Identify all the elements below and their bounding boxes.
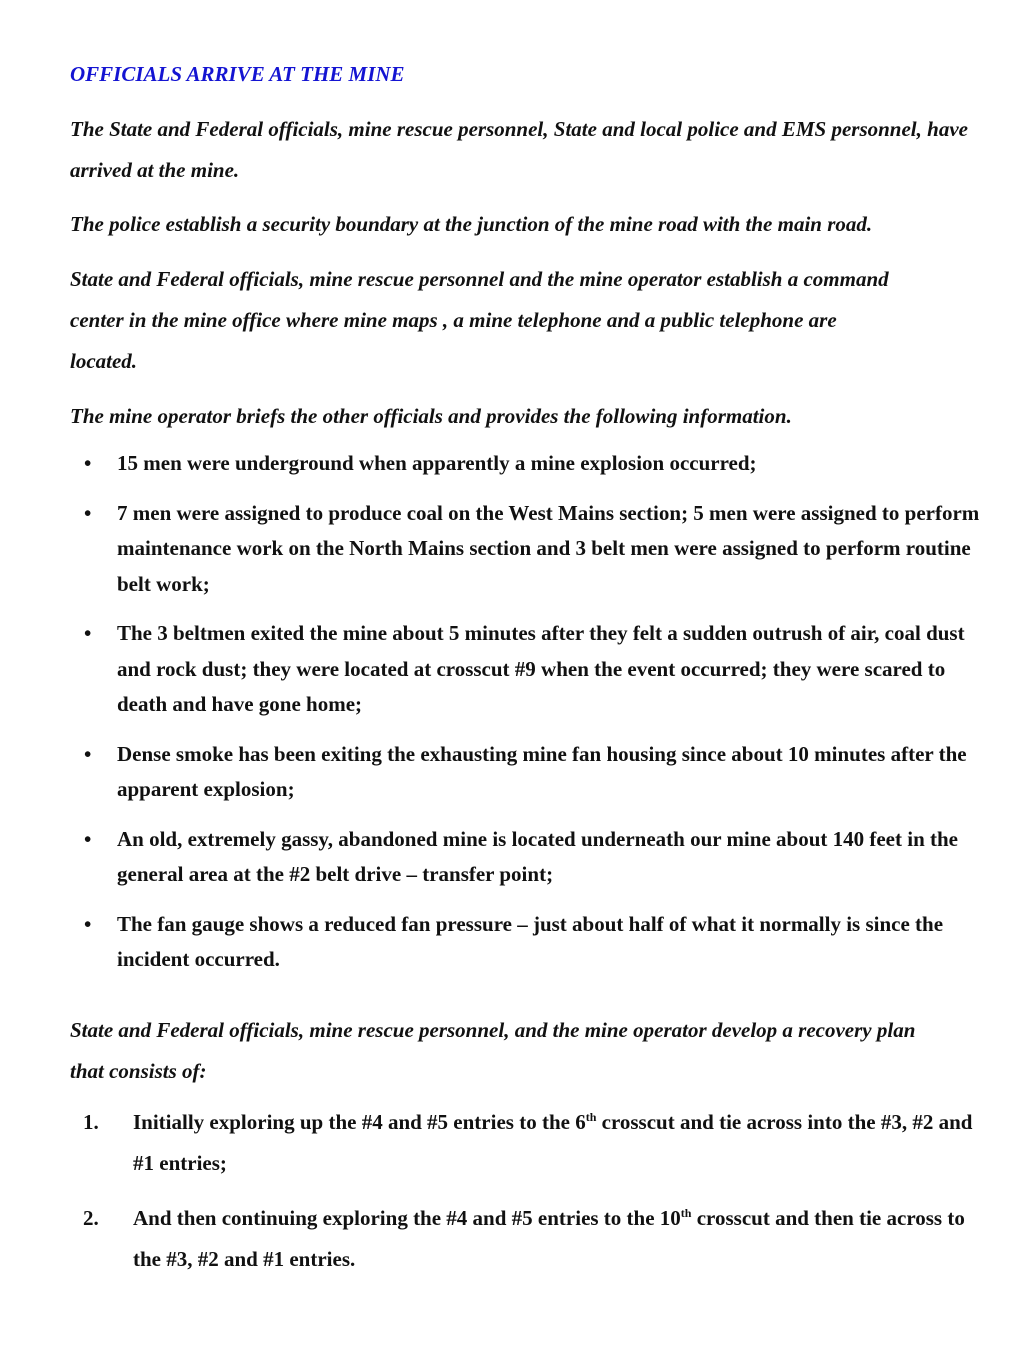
intro-paragraph-security: The police establish a security boundary at the junction of the mine road with the main road.	[70, 212, 873, 236]
bullet-item	[70, 496, 990, 603]
bullet-text: An old, extremely gassy, abandoned mine is located underneath our mine about 140 feet in the general area at the #2 belt drive – transfer point;	[117, 826, 959, 886]
recovery-plan-intro: State and Federal officials, mine rescue personnel, and the mine operator develop a recovery plan that consists of:	[70, 1018, 916, 1083]
bullet-item	[70, 822, 990, 893]
bullet-icon: •	[84, 826, 92, 851]
bullet-item	[70, 907, 990, 978]
step-text-start: Initially exploring up the #4 and #5 entries to the 6	[133, 1110, 586, 1134]
bullet-item	[70, 446, 990, 482]
step-text-end: crosscut and tie across into the #3, #2 and #1 entries;	[133, 1110, 973, 1175]
intro-paragraph-briefing: The mine operator briefs the other officials and provides the following information.	[70, 404, 792, 428]
bullet-text: Dense smoke has been exiting the exhausting mine fan housing since about 10 minutes after the apparent explosion;	[117, 741, 967, 801]
plan-step	[70, 1102, 990, 1184]
bullet-item	[70, 616, 990, 723]
recovery-plan-steps	[70, 1102, 990, 1294]
plan-step	[70, 1198, 990, 1280]
step-text-end: crosscut and then tie across to the #3, #2 and #1 entries.	[133, 1206, 965, 1271]
bullet-icon: •	[84, 741, 92, 766]
bullet-item	[70, 737, 990, 808]
briefing-bullet-list	[70, 446, 990, 992]
bullet-text: The fan gauge shows a reduced fan pressure – just about half of what it normally is since the incident occurred.	[117, 911, 944, 971]
step-number: 2.	[83, 1206, 99, 1230]
bullet-icon: •	[84, 621, 92, 645]
section-heading: OFFICIALS ARRIVE AT THE MINE	[70, 62, 405, 86]
bullet-icon: •	[84, 500, 92, 525]
bullet-text: The 3 beltmen exited the mine about 5 minutes after they felt a sudden outrush of air, coal dust and rock dust; they were located at crosscut #9 when the event occurred; they were scared to death and have gone home;	[117, 621, 965, 716]
intro-paragraph-arrival: The State and Federal officials, mine rescue personnel, State and local police and EMS personnel, have arrived at the mine.	[70, 117, 968, 182]
ordinal-suffix: th	[680, 1206, 692, 1220]
bullet-icon: •	[84, 451, 92, 475]
step-text-start: And then continuing exploring the #4 and #5 entries to the 10	[133, 1206, 681, 1230]
intro-paragraph-command-center: State and Federal officials, mine rescue personnel and the mine operator establish a command center in the mine office where mine maps , a mine telephone and a public telephone are located.	[70, 267, 889, 373]
bullet-text: 15 men were underground when apparently a mine explosion occurred;	[117, 451, 757, 475]
bullet-icon: •	[84, 911, 92, 936]
ordinal-suffix: th	[585, 1110, 597, 1124]
bullet-text: 7 men were assigned to produce coal on the West Mains section; 5 men were assigned to perform maintenance work on the North Mains section and 3 belt men were assigned to perform routine belt work;	[117, 500, 980, 596]
step-number: 1.	[83, 1110, 99, 1134]
